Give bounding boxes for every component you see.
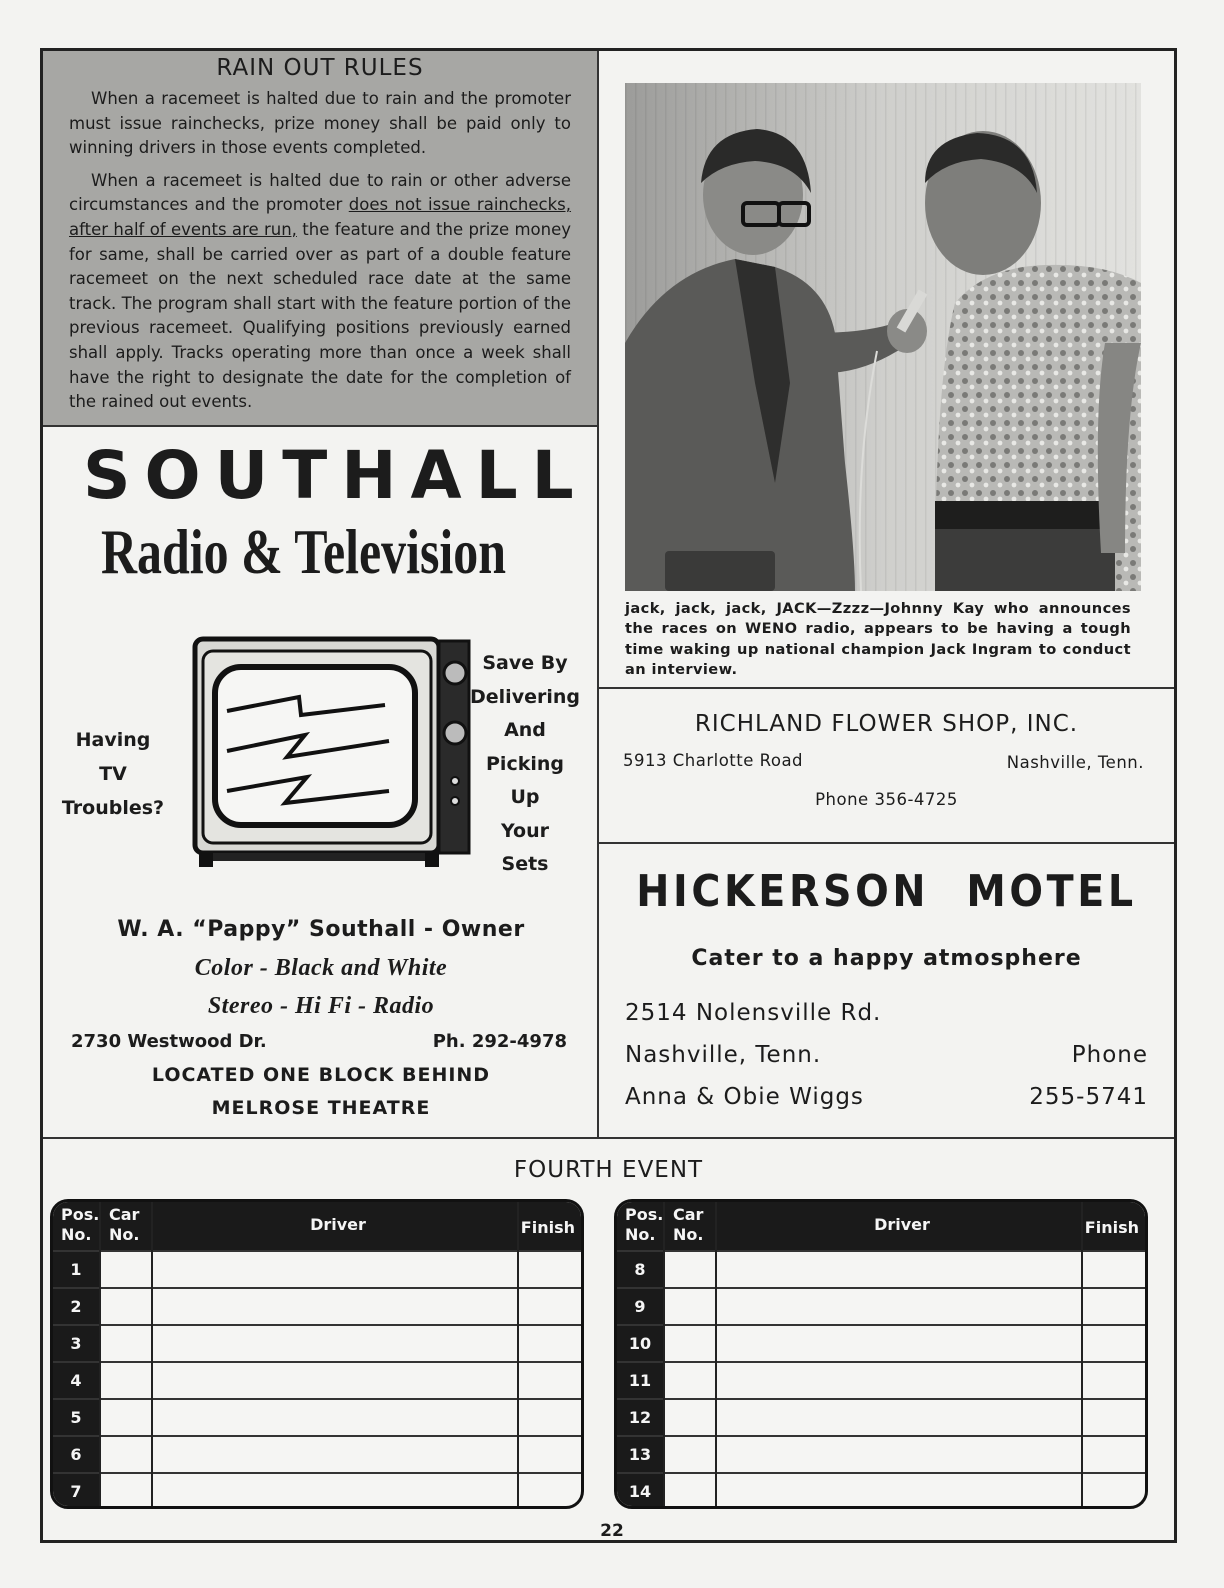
southall-address: 2730 Westwood Dr. (71, 1031, 267, 1052)
position-number: 11 (628, 1371, 652, 1390)
southall-location-line-2: MELROSE THEATRE (211, 1097, 431, 1119)
southall-phone: Ph. 292-4978 (432, 1031, 567, 1052)
rain-out-rules-title: RAIN OUT RULES (216, 55, 424, 81)
column-divider (1081, 1202, 1083, 1506)
save-line: Save By (482, 652, 568, 674)
column-divider (715, 1202, 717, 1506)
page-number: 22 (600, 1521, 624, 1541)
southall-subtitle: Radio & Television (101, 516, 506, 587)
southall-owner: W. A. “Pappy” Southall - Owner (117, 917, 525, 942)
richland-city: Nashville, Tenn. (1006, 753, 1144, 772)
having-tv-troubles (53, 723, 173, 825)
southall-location-line-1: LOCATED ONE BLOCK BEHIND (151, 1064, 491, 1086)
save-line: And (504, 719, 546, 741)
southall-ad (43, 427, 599, 1137)
table-header (53, 1202, 581, 1250)
table-row (617, 1324, 1145, 1361)
table-row (617, 1361, 1145, 1398)
hickerson-tagline: Cater to a happy atmosphere (691, 946, 1082, 971)
header-car-line: No. (109, 1225, 140, 1244)
southall-name: SOUTHALL (83, 437, 588, 514)
rain-out-rules-box (43, 51, 599, 427)
save-line: Up (510, 786, 540, 808)
position-number: 3 (70, 1334, 82, 1353)
table-row (617, 1435, 1145, 1472)
hickerson-owners: Anna & Obie Wiggs (625, 1084, 864, 1110)
table-row (617, 1398, 1145, 1435)
hickerson-phone: 255-5741 (1029, 1084, 1148, 1110)
table-row (617, 1287, 1145, 1324)
hickerson-phone-label: Phone (1071, 1042, 1148, 1068)
rain-p2-post: the feature and the prize money for same, shall be carried over as part of a double feature racemeet on the next scheduled race date at the same track. The program shall start with the feature portion of the previous racemeet. Qualifying positions previously earned shall apply. Tracks operating more than once a week shall have the right to designate the date for the completion of the rained out events. (69, 219, 572, 412)
header-finish: Finish (520, 1218, 575, 1237)
position-number: 7 (70, 1482, 82, 1501)
rain-out-rules-paragraph-2 (69, 169, 571, 415)
richland-flower-shop-ad (599, 689, 1174, 844)
table-row (53, 1287, 581, 1324)
table-row (617, 1472, 1145, 1509)
southall-services-line-2: Stereo - Hi Fi - Radio (207, 993, 435, 1019)
header-pos-line: No. (61, 1225, 92, 1244)
hickerson-city: Nashville, Tenn. (625, 1042, 822, 1068)
header-car (673, 1205, 703, 1245)
event-title: FOURTH EVENT (513, 1157, 704, 1183)
table-row (53, 1435, 581, 1472)
header-pos-line: No. (625, 1225, 656, 1244)
header-driver: Driver (310, 1215, 366, 1234)
position-number: 14 (628, 1482, 652, 1501)
hickerson-name: HICKERSON MOTEL (636, 866, 1137, 917)
save-line: Sets (501, 853, 549, 875)
table-row (53, 1324, 581, 1361)
results-table-right (614, 1199, 1148, 1509)
header-car-line: Car (673, 1205, 704, 1224)
position-number: 9 (634, 1297, 646, 1316)
table-row (53, 1472, 581, 1509)
column-divider (99, 1202, 101, 1506)
position-number: 5 (70, 1408, 82, 1427)
table-row (53, 1398, 581, 1435)
table-header (617, 1202, 1145, 1250)
header-driver: Driver (874, 1215, 930, 1234)
richland-name: RICHLAND FLOWER SHOP, INC. (694, 711, 1079, 737)
hickerson-motel-ad (599, 844, 1174, 1137)
header-pos (625, 1205, 663, 1245)
save-by-delivering (465, 647, 585, 882)
rain-p2-pre: When a racemeet is halted due to rain or other adverse circumstances and the promoter (69, 170, 571, 215)
header-pos-line: Pos. (61, 1205, 100, 1224)
column-divider (517, 1202, 519, 1506)
position-number: 12 (628, 1408, 652, 1427)
header-pos (61, 1205, 99, 1245)
photo-caption: jack, jack, jack, JACK—Zzzz—Johnny Kay who announces the races on WENO radio, appears to be having a tough time waking up national champion Jack Ingram to conduct an interview. (625, 600, 1131, 679)
column-divider (663, 1202, 665, 1506)
position-number: 1 (70, 1260, 82, 1279)
position-number: 8 (634, 1260, 646, 1279)
table-row (617, 1250, 1145, 1287)
having-line: Having (75, 729, 151, 751)
position-number: 13 (628, 1445, 652, 1464)
television-illustration (189, 631, 479, 871)
richland-phone: Phone 356-4725 (815, 790, 958, 809)
header-car-line: Car (109, 1205, 140, 1224)
save-line: Your (501, 819, 549, 842)
richland-address: 5913 Charlotte Road (623, 751, 804, 770)
table-row (53, 1250, 581, 1287)
position-number: 6 (70, 1445, 82, 1464)
southall-services-line-1: Color - Black and White (194, 955, 448, 981)
interview-photo (625, 83, 1141, 591)
header-finish: Finish (1084, 1218, 1139, 1237)
position-number: 4 (70, 1371, 82, 1390)
save-line: Picking (486, 752, 564, 775)
column-divider (151, 1202, 153, 1506)
position-number: 2 (70, 1297, 82, 1316)
rain-p2-underlined: does not issue rainchecks, after half of events are run, (69, 195, 572, 239)
having-line: TV (99, 763, 127, 785)
hickerson-address: 2514 Nolensville Rd. (625, 1000, 882, 1026)
position-number: 10 (628, 1334, 652, 1353)
save-line: Delivering (470, 685, 580, 708)
photo-box (599, 51, 1174, 689)
having-line: Troubles? (61, 797, 165, 819)
fourth-event-section (43, 1137, 1174, 1540)
rain-out-rules-paragraph-1: When a racemeet is halted due to rain and the promoter must issue rainchecks, prize money shall be paid only to winning drivers in those events completed. (69, 89, 571, 158)
header-car-line: No. (673, 1225, 704, 1244)
results-table-left (50, 1199, 584, 1509)
table-row (53, 1361, 581, 1398)
header-pos-line: Pos. (625, 1205, 664, 1224)
header-car (109, 1205, 139, 1245)
page-frame (40, 48, 1177, 1543)
